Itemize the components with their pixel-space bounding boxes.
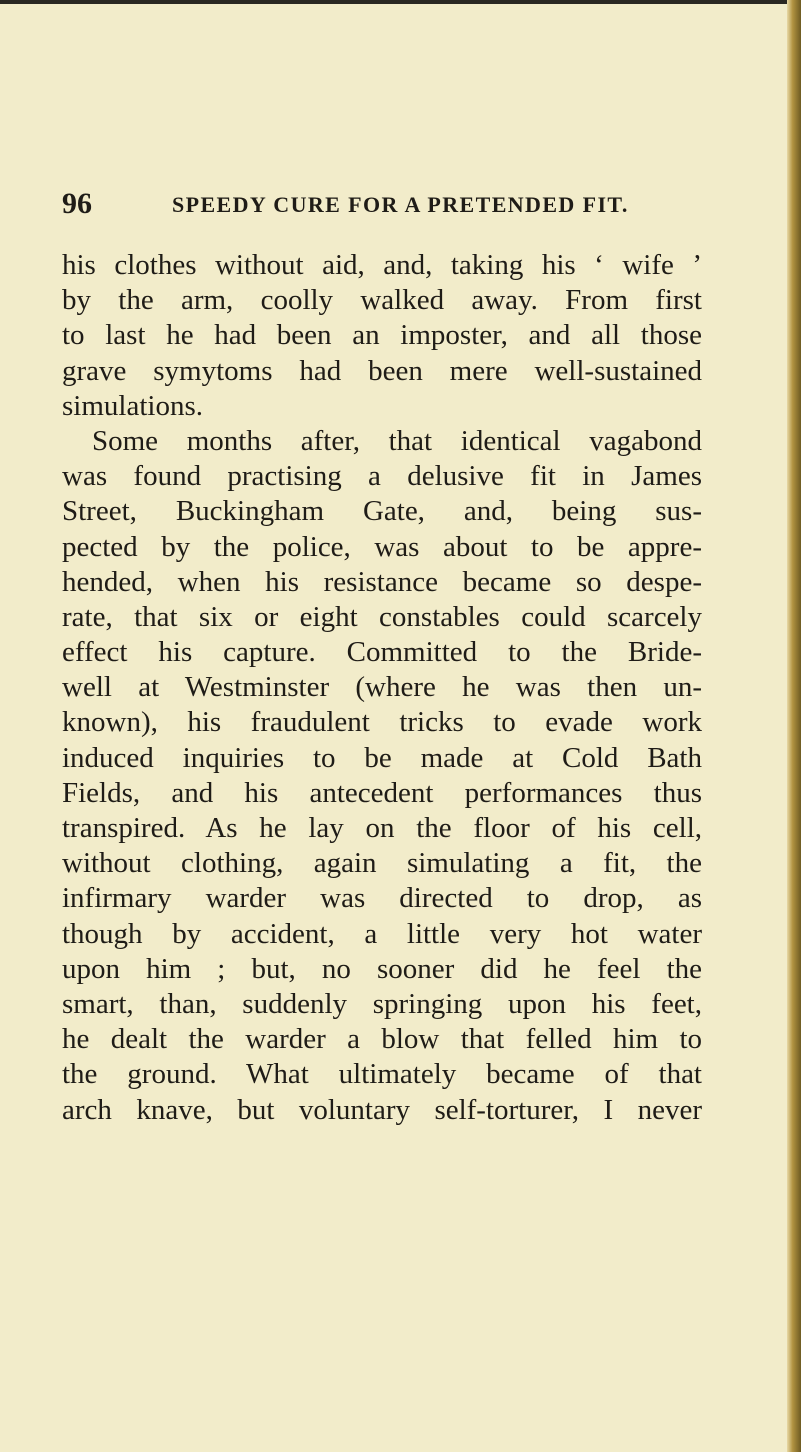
text-line: without clothing, again simulating a fit, the <box>62 847 702 880</box>
text-line: infirmary warder was directed to drop, as <box>62 882 702 915</box>
text-line: was found practising a delusive fit in James <box>62 460 702 493</box>
text-line: Some months after, that identical vagabond <box>92 424 702 457</box>
running-title: SPEEDY CURE FOR A PRETENDED FIT. <box>172 192 629 217</box>
text-line: rate, that six or eight constables could scarcely <box>62 600 702 633</box>
text-line: grave symytoms had been mere well-sustained <box>62 354 702 387</box>
text-line: upon him ; but, no sooner did he feel the <box>62 952 702 985</box>
page-header <box>62 186 702 226</box>
text-line: arch knave, but voluntary self-torturer, I never <box>62 1093 702 1126</box>
text-line: the ground. What ultimately became of that <box>62 1058 702 1091</box>
text-line: effect his capture. Committed to the Bride- <box>62 636 702 669</box>
page-top-edge <box>0 0 801 4</box>
text-line: pected by the police, was about to be appre- <box>62 530 702 563</box>
text-line: transpired. As he lay on the floor of his cell, <box>62 812 702 844</box>
page-number: 96 <box>62 187 92 220</box>
text-line: Fields, and his antecedent performances thus <box>62 776 702 809</box>
text-line: induced inquiries to be made at Cold Bath <box>62 741 702 774</box>
text-line: smart, than, suddenly springing upon his feet, <box>62 987 702 1020</box>
text-line: by the arm, coolly walked away. From first <box>62 284 702 317</box>
text-line: known), his fraudulent tricks to evade work <box>62 706 702 739</box>
text-line: Street, Buckingham Gate, and, being sus- <box>62 495 702 528</box>
body-text <box>62 248 702 1128</box>
text-line: to last he had been an imposter, and all those <box>62 319 702 352</box>
page-right-edge <box>787 0 801 1452</box>
text-line: though by accident, a little very hot water <box>62 917 702 950</box>
text-line: well at Westminster (where he was then un- <box>62 671 702 704</box>
text-line: hended, when his resistance became so despe- <box>62 565 702 598</box>
text-line: he dealt the warder a blow that felled him to <box>62 1023 702 1056</box>
text-line: his clothes without aid, and, taking his ‘ wife ’ <box>62 249 702 281</box>
text-line: simulations. <box>62 389 203 422</box>
